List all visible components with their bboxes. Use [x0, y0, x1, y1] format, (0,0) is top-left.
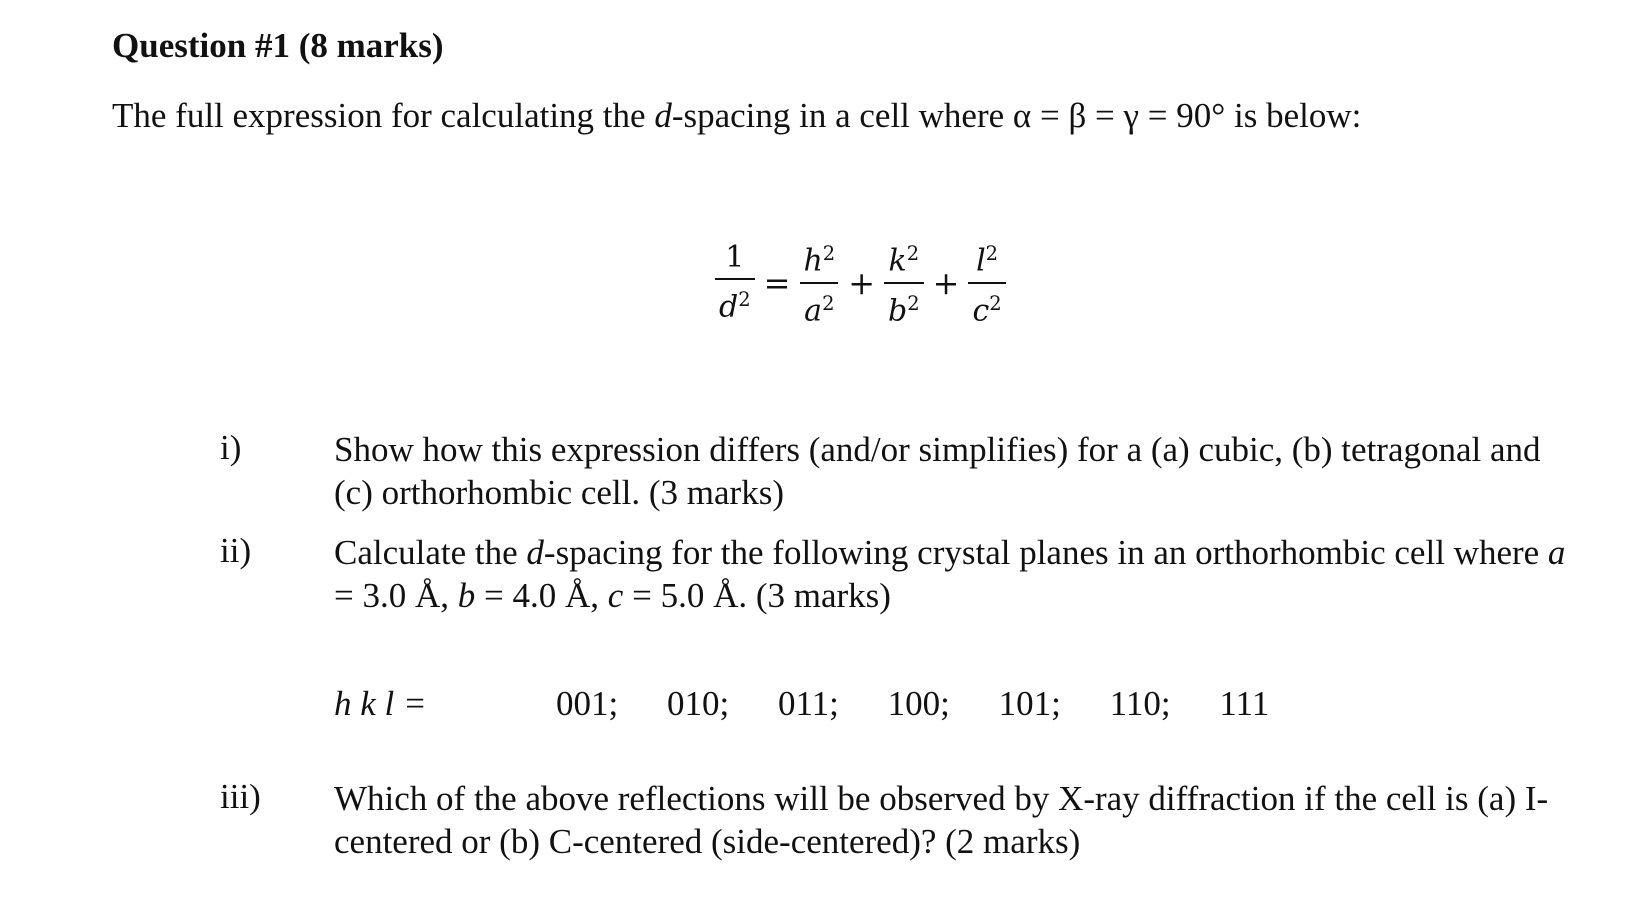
hkl-value: 111	[1219, 684, 1270, 723]
hkl-value: 110;	[1109, 684, 1171, 723]
plus-sign-1: +	[848, 263, 876, 302]
l-term-numerator: $l^2$	[976, 242, 999, 279]
question-text-ii: Calculate the d-spacing for the following crystal planes in an orthorhombic cell where a = 3.0 Å, b = 4.0 Å, c = 5.0 Å. (3 marks)	[334, 533, 1566, 615]
l-term-denominator: $c^2$	[968, 282, 1005, 330]
hkl-label: h k l =	[334, 684, 427, 723]
hkl-value: 100;	[887, 684, 950, 723]
hkl-value: 001;	[556, 684, 619, 723]
question-text-iii: Which of the above reflections will be observed by X-ray diffraction if the cell is (a) I-centered or (b) C-centered (side-centered)? (2 marks)	[334, 779, 1549, 861]
k-term-numerator: $k^2$	[888, 242, 920, 279]
l-term-fraction	[965, 236, 1008, 329]
lhs-fraction	[712, 240, 758, 326]
intro-after: -spacing in a cell where α = β = γ = 90° is below:	[671, 96, 1362, 135]
equals-sign: =	[763, 263, 791, 302]
hkl-value: 011;	[777, 684, 839, 723]
k-term-fraction	[881, 236, 927, 329]
h-term-denominator: $a^2$	[800, 282, 838, 330]
k-term-denominator: $b^2$	[884, 282, 924, 330]
intro-text	[112, 96, 1361, 136]
intro-before: The full expression for calculating the	[112, 96, 655, 135]
hkl-values	[556, 684, 1309, 724]
intro-var-d: d	[654, 96, 672, 135]
question-text-i: Show how this expression differs (and/or simplifies) for a (a) cubic, (b) tetragonal and (c) orthorhombic cell. (3 marks)	[334, 430, 1541, 512]
question-number-i: i)	[220, 428, 242, 467]
question-number-iii: iii)	[220, 777, 261, 816]
hkl-value: 010;	[666, 684, 730, 723]
question-title: Question #1 (8 marks)	[112, 26, 444, 65]
h-term-fraction	[796, 236, 842, 329]
hkl-value: 101;	[998, 684, 1061, 723]
question-number-ii: ii)	[220, 531, 252, 570]
d-spacing-equation	[712, 236, 1009, 329]
lhs-denominator: $d^2$	[715, 278, 755, 326]
plus-sign-2: +	[932, 263, 960, 302]
h-term-numerator: $h^2$	[803, 242, 836, 279]
lhs-numerator: 1	[725, 239, 745, 275]
